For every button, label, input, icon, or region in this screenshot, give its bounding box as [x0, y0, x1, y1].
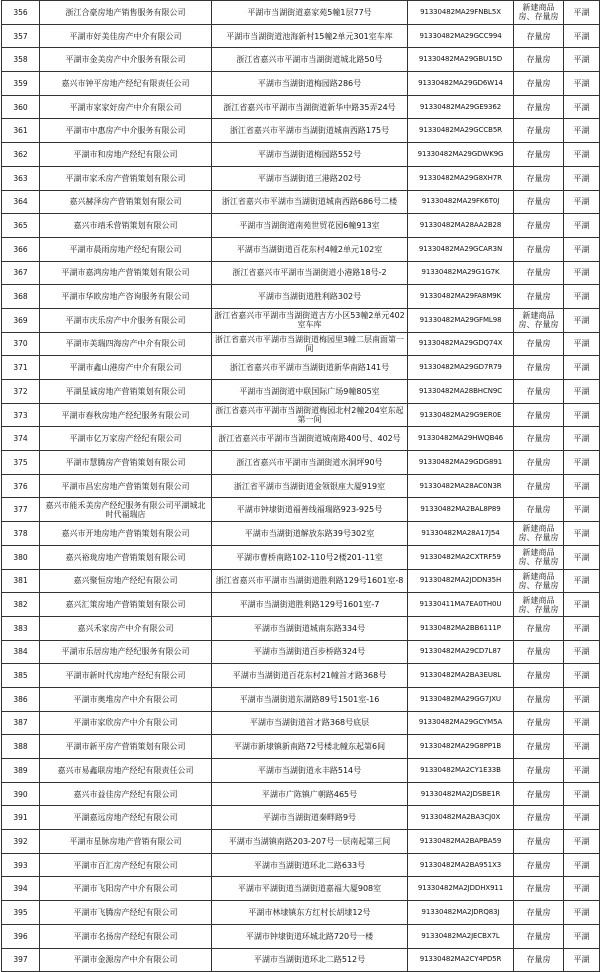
business-type-cell: 存量房	[514, 901, 564, 925]
company-name-cell: 平湖市家欣房产中介有限公司	[40, 711, 212, 735]
area-cell: 平湖	[564, 119, 600, 143]
row-number-cell: 386	[2, 687, 40, 711]
business-type-cell: 存量房	[514, 190, 564, 214]
company-address-cell: 浙江省嘉兴市平湖市当湖街道新华南路141号	[212, 356, 408, 380]
business-type-cell: 存量房	[514, 759, 564, 783]
row-number-cell: 374	[2, 427, 40, 451]
company-name-cell: 嘉兴市钟平房地产经纪有限责任公司	[40, 72, 212, 96]
company-address-cell: 平湖市当湖街道解放东路39号302室	[212, 522, 408, 546]
credit-code-cell: 91330482MA29GFML98	[408, 308, 514, 332]
row-number-cell: 383	[2, 616, 40, 640]
area-cell: 平湖	[564, 853, 600, 877]
area-cell: 平湖	[564, 569, 600, 593]
area-cell: 平湖	[564, 735, 600, 759]
credit-code-cell: 91330482MA2JDSBE1R	[408, 782, 514, 806]
credit-code-cell: 91330482MA28BHCN9C	[408, 380, 514, 404]
business-type-cell: 存量房	[514, 616, 564, 640]
company-name-cell: 平湖市飞腾房产经纪有限公司	[40, 901, 212, 925]
company-address-cell: 平湖市当湖街道中联国际广场9幢805室	[212, 380, 408, 404]
row-number-cell: 388	[2, 735, 40, 759]
business-type-cell: 存量房	[514, 403, 564, 427]
area-cell: 平湖	[564, 877, 600, 901]
table-row	[2, 616, 600, 640]
credit-code-cell: 91330482MA29G8PP1B	[408, 735, 514, 759]
company-name-cell: 嘉兴市益佳房产经纪有限公司	[40, 782, 212, 806]
credit-code-cell: 91330482MA2JDDN35H	[408, 569, 514, 593]
area-cell: 平湖	[564, 759, 600, 783]
area-cell: 平湖	[564, 948, 600, 972]
table-row	[2, 332, 600, 356]
company-address-cell: 平湖市当湖街道梅园路286号	[212, 72, 408, 96]
row-number-cell: 360	[2, 95, 40, 119]
business-type-cell: 存量房	[514, 782, 564, 806]
company-name-cell: 嘉兴市能禾美房产经纪服务有限公司平湖城北时代福瑞店	[40, 498, 212, 522]
business-type-cell: 存量房	[514, 48, 564, 72]
company-address-cell: 平湖市钟埭街道环城北路720号一楼	[212, 924, 408, 948]
credit-code-cell: 91330482MA29GCC994	[408, 24, 514, 48]
company-address-cell: 平湖市曹桥南路102-110号2楼201-11室	[212, 545, 408, 569]
table-row	[2, 143, 600, 167]
business-type-cell: 存量房	[514, 877, 564, 901]
company-address-cell: 平湖市当湖街道三港路202号	[212, 166, 408, 190]
business-type-cell: 存量房	[514, 664, 564, 688]
credit-code-cell: 91330482MA28AA2B28	[408, 214, 514, 238]
company-address-cell: 浙江省平湖市当湖街道金领银座大厦919室	[212, 474, 408, 498]
company-name-cell: 平湖市金源房产中介有限公司	[40, 948, 212, 972]
credit-code-cell: 91330482MA29GCYM5A	[408, 711, 514, 735]
table-row	[2, 640, 600, 664]
business-type-cell: 存量房	[514, 806, 564, 830]
table-row	[2, 72, 600, 96]
row-number-cell: 385	[2, 664, 40, 688]
row-number-cell: 363	[2, 166, 40, 190]
company-address-cell: 平湖市当湖街道胜利路129号1601室-7	[212, 593, 408, 617]
credit-code-cell: 91330482MA29FNBL5X	[408, 1, 514, 25]
credit-code-cell: 91330482MA2CY4PD5R	[408, 948, 514, 972]
row-number-cell: 376	[2, 474, 40, 498]
area-cell: 平湖	[564, 190, 600, 214]
business-type-cell: 存量房	[514, 143, 564, 167]
company-address-cell: 平湖市当湖街道嘉家苑5幢1层77号	[212, 1, 408, 25]
credit-code-cell: 91330482MA2JDDHX911	[408, 877, 514, 901]
company-name-cell: 平湖市晨雨房地产经纪有限公司	[40, 237, 212, 261]
business-type-cell: 存量房	[514, 427, 564, 451]
company-address-cell: 浙江省嘉兴市平湖市当湖街道吉方小区53幢2单元402室车库	[212, 308, 408, 332]
agency-table	[1, 0, 600, 972]
company-name-cell: 平湖市昌宏房地产营销策划有限公司	[40, 474, 212, 498]
area-cell: 平湖	[564, 711, 600, 735]
company-name-cell: 嘉兴裕珑房地产营销策划有限公司	[40, 545, 212, 569]
area-cell: 平湖	[564, 237, 600, 261]
credit-code-cell: 91330482MA2CY1E33B	[408, 759, 514, 783]
area-cell: 平湖	[564, 261, 600, 285]
row-number-cell: 397	[2, 948, 40, 972]
business-type-cell: 存量房	[514, 285, 564, 309]
table-row	[2, 877, 600, 901]
row-number-cell: 391	[2, 806, 40, 830]
table-row	[2, 261, 600, 285]
table-row	[2, 24, 600, 48]
table-row	[2, 664, 600, 688]
company-address-cell: 平湖市当湖街道百花东村4幢2单元102室	[212, 237, 408, 261]
company-name-cell: 平湖市家家好房产中介有限公司	[40, 95, 212, 119]
table-row	[2, 1, 600, 25]
area-cell: 平湖	[564, 474, 600, 498]
business-type-cell: 新建商品房、存量房	[514, 1, 564, 25]
credit-code-cell: 91330482MA29CD7L87	[408, 640, 514, 664]
company-name-cell: 平湖市好美佳房产中介有限公司	[40, 24, 212, 48]
company-address-cell: 浙江省嘉兴市平湖市当湖街道小港路18号-2	[212, 261, 408, 285]
row-number-cell: 395	[2, 901, 40, 925]
company-name-cell: 平湖市华欧房地产咨询服务有限公司	[40, 285, 212, 309]
company-name-cell: 嘉兴禾家房产中介有限公司	[40, 616, 212, 640]
business-type-cell: 新建商品房、存量房	[514, 522, 564, 546]
company-name-cell: 平湖市美瑞四海房产中介有限公司	[40, 332, 212, 356]
company-address-cell: 浙江省嘉兴市平湖市当湖街道梅园北村2幢204室东起第一间	[212, 403, 408, 427]
area-cell: 平湖	[564, 901, 600, 925]
row-number-cell: 357	[2, 24, 40, 48]
area-cell: 平湖	[564, 403, 600, 427]
area-cell: 平湖	[564, 143, 600, 167]
credit-code-cell: 91330482MA29FK6T0J	[408, 190, 514, 214]
area-cell: 平湖	[564, 72, 600, 96]
business-type-cell: 存量房	[514, 924, 564, 948]
company-name-cell: 平湖市金美房产中介服务有限公司	[40, 48, 212, 72]
company-address-cell: 平湖市钟埭街道福善线福瑞路923-925号	[212, 498, 408, 522]
table-row	[2, 522, 600, 546]
row-number-cell: 373	[2, 403, 40, 427]
table-row	[2, 830, 600, 854]
credit-code-cell: 91330482MA2BAPBA59	[408, 830, 514, 854]
business-type-cell: 存量房	[514, 474, 564, 498]
table-row	[2, 190, 600, 214]
row-number-cell: 378	[2, 522, 40, 546]
table-row	[2, 901, 600, 925]
company-address-cell: 浙江省嘉兴市平湖市当湖街道城南西路686号二楼	[212, 190, 408, 214]
credit-code-cell: 91330482MA29G8XH7R	[408, 166, 514, 190]
row-number-cell: 359	[2, 72, 40, 96]
row-number-cell: 377	[2, 498, 40, 522]
credit-code-cell: 91330482MA2JDRQ83J	[408, 901, 514, 925]
company-address-cell: 平湖市新埭镇新南路72号楼北幢东起第6间	[212, 735, 408, 759]
business-type-cell: 存量房	[514, 95, 564, 119]
table-row	[2, 380, 600, 404]
business-type-cell: 存量房	[514, 214, 564, 238]
business-type-cell: 存量房	[514, 237, 564, 261]
row-number-cell: 389	[2, 759, 40, 783]
business-type-cell: 存量房	[514, 640, 564, 664]
table-row	[2, 403, 600, 427]
table-row	[2, 593, 600, 617]
area-cell: 平湖	[564, 593, 600, 617]
row-number-cell: 381	[2, 569, 40, 593]
row-number-cell: 375	[2, 451, 40, 475]
business-type-cell: 存量房	[514, 451, 564, 475]
business-type-cell: 存量房	[514, 498, 564, 522]
credit-code-cell: 91330482MA29GCCB5R	[408, 119, 514, 143]
row-number-cell: 358	[2, 48, 40, 72]
row-number-cell: 361	[2, 119, 40, 143]
credit-code-cell: 91330482MA29GDQ74X	[408, 332, 514, 356]
area-cell: 平湖	[564, 95, 600, 119]
row-number-cell: 367	[2, 261, 40, 285]
business-type-cell: 存量房	[514, 735, 564, 759]
agency-table-body	[2, 1, 600, 972]
row-number-cell: 372	[2, 380, 40, 404]
company-address-cell: 浙江省嘉兴市平湖市当湖街道水洞坪90号	[212, 451, 408, 475]
business-type-cell: 存量房	[514, 380, 564, 404]
company-address-cell: 平湖市当湖街道百花东村21幢首才路368号	[212, 664, 408, 688]
company-name-cell: 平湖市庆乐房产中介服务有限公司	[40, 308, 212, 332]
area-cell: 平湖	[564, 380, 600, 404]
business-type-cell: 存量房	[514, 830, 564, 854]
area-cell: 平湖	[564, 687, 600, 711]
business-type-cell: 存量房	[514, 853, 564, 877]
company-name-cell: 嘉兴赫泽房产营销策划有限公司	[40, 190, 212, 214]
row-number-cell: 393	[2, 853, 40, 877]
company-name-cell: 平湖市亿万家房产经纪有限公司	[40, 427, 212, 451]
company-address-cell: 平湖市林埭镇东方红村长胡埭12号	[212, 901, 408, 925]
area-cell: 平湖	[564, 214, 600, 238]
table-row	[2, 214, 600, 238]
business-type-cell: 存量房	[514, 356, 564, 380]
area-cell: 平湖	[564, 24, 600, 48]
credit-code-cell: 91330482MA29GDWK9G	[408, 143, 514, 167]
company-name-cell: 平湖市和房地产经纪有限公司	[40, 143, 212, 167]
row-number-cell: 392	[2, 830, 40, 854]
row-number-cell: 368	[2, 285, 40, 309]
company-address-cell: 浙江省嘉兴市平湖市当湖街道梅园里3幢二层南面第一间	[212, 332, 408, 356]
credit-code-cell: 91330482MA2BAL8P89	[408, 498, 514, 522]
table-row	[2, 166, 600, 190]
credit-code-cell: 91330482MA29G1G7K	[408, 261, 514, 285]
credit-code-cell: 91330482MA28A17J54	[408, 522, 514, 546]
company-name-cell: 嘉兴市开地房地产营销策划有限公司	[40, 522, 212, 546]
table-row	[2, 782, 600, 806]
business-type-cell: 存量房	[514, 948, 564, 972]
area-cell: 平湖	[564, 782, 600, 806]
company-name-cell: 平湖市名扬房产经纪有限公司	[40, 924, 212, 948]
credit-code-cell: 91330482MA29G9ER0E	[408, 403, 514, 427]
table-row	[2, 48, 600, 72]
row-number-cell: 371	[2, 356, 40, 380]
company-name-cell: 平湖嘉远房地产经纪有限公司	[40, 806, 212, 830]
credit-code-cell: 91330482MA2CXTRF59	[408, 545, 514, 569]
table-row	[2, 806, 600, 830]
company-address-cell: 平湖市广陈镇广朝路465号	[212, 782, 408, 806]
company-address-cell: 平湖市当湖街道秦畔路9号	[212, 806, 408, 830]
row-number-cell: 380	[2, 545, 40, 569]
credit-code-cell: 91330482MA29GG7JXU	[408, 687, 514, 711]
table-row	[2, 427, 600, 451]
table-row	[2, 687, 600, 711]
company-address-cell: 浙江省嘉兴市平湖市当湖街道城南路400号、402号	[212, 427, 408, 451]
business-type-cell: 新建商品房、存量房	[514, 545, 564, 569]
credit-code-cell: 91330482MA2BA951X3	[408, 853, 514, 877]
business-type-cell: 新建商品房、存量房	[514, 593, 564, 617]
company-name-cell: 平湖市乐居房地产经纪服务有限公司	[40, 640, 212, 664]
table-row	[2, 498, 600, 522]
table-row	[2, 735, 600, 759]
area-cell: 平湖	[564, 498, 600, 522]
area-cell: 平湖	[564, 285, 600, 309]
company-name-cell: 平湖市鑫山港房产中介有限公司	[40, 356, 212, 380]
company-address-cell: 平湖市当湖街道梅园路552号	[212, 143, 408, 167]
company-name-cell: 平湖市星脉房地产营销有限公司	[40, 830, 212, 854]
company-name-cell: 嘉兴聚恒房地产经纪有限公司	[40, 569, 212, 593]
table-row	[2, 924, 600, 948]
company-address-cell: 平湖市当湖街道南苑世贸花园6幢913室	[212, 214, 408, 238]
area-cell: 平湖	[564, 616, 600, 640]
company-address-cell: 平湖市当湖街道胜利路302号	[212, 285, 408, 309]
area-cell: 平湖	[564, 924, 600, 948]
area-cell: 平湖	[564, 806, 600, 830]
area-cell: 平湖	[564, 545, 600, 569]
row-number-cell: 382	[2, 593, 40, 617]
company-name-cell: 嘉兴汇策房地产营销策划有限公司	[40, 593, 212, 617]
credit-code-cell: 91330482MA29GBU15D	[408, 48, 514, 72]
business-type-cell: 存量房	[514, 261, 564, 285]
company-name-cell: 浙江合豪房地产销售服务有限公司	[40, 1, 212, 25]
area-cell: 平湖	[564, 664, 600, 688]
company-address-cell: 浙江省嘉兴市平湖市当湖街道城北路50号	[212, 48, 408, 72]
credit-code-cell: 91330482MA2BA3EU8L	[408, 664, 514, 688]
row-number-cell: 396	[2, 924, 40, 948]
table-row	[2, 95, 600, 119]
table-row	[2, 569, 600, 593]
row-number-cell: 394	[2, 877, 40, 901]
table-row	[2, 119, 600, 143]
table-row	[2, 474, 600, 498]
business-type-cell: 存量房	[514, 24, 564, 48]
company-address-cell: 平湖市当湖街道环北二路633号	[212, 853, 408, 877]
credit-code-cell: 91330482MA28AC0N3R	[408, 474, 514, 498]
area-cell: 平湖	[564, 166, 600, 190]
company-name-cell: 嘉兴市靖禾营销策划有限公司	[40, 214, 212, 238]
company-name-cell: 平湖市家禾房产营销策划有限公司	[40, 166, 212, 190]
row-number-cell: 365	[2, 214, 40, 238]
row-number-cell: 387	[2, 711, 40, 735]
business-type-cell: 存量房	[514, 332, 564, 356]
row-number-cell: 362	[2, 143, 40, 167]
credit-code-cell: 91330482MA29HWQB46	[408, 427, 514, 451]
company-name-cell: 平湖市新平房产营销策划有限公司	[40, 735, 212, 759]
area-cell: 平湖	[564, 640, 600, 664]
row-number-cell: 370	[2, 332, 40, 356]
company-address-cell: 平湖市当湖街道首才路368号底层	[212, 711, 408, 735]
table-row	[2, 853, 600, 877]
company-name-cell: 平湖市新时代房地产经纪有限公司	[40, 664, 212, 688]
area-cell: 平湖	[564, 308, 600, 332]
credit-code-cell: 91330482MA29FA8M9K	[408, 285, 514, 309]
area-cell: 平湖	[564, 48, 600, 72]
company-address-cell: 浙江省嘉兴市平湖市当湖街道城南西路175号	[212, 119, 408, 143]
credit-code-cell: 91330482MA29GE9362	[408, 95, 514, 119]
company-address-cell: 平湖市当湖街道池海新村15幢2单元301室车库	[212, 24, 408, 48]
credit-code-cell: 91330482MA2BA3CJ0X	[408, 806, 514, 830]
area-cell: 平湖	[564, 332, 600, 356]
credit-code-cell: 91330482MA2BB6111P	[408, 616, 514, 640]
company-name-cell: 嘉兴市易鑫联房地产经纪有限责任公司	[40, 759, 212, 783]
company-address-cell: 平湖市当湖街道永丰路514号	[212, 759, 408, 783]
business-type-cell: 存量房	[514, 687, 564, 711]
table-row	[2, 711, 600, 735]
company-address-cell: 平湖市当湖街道东湖路89号1501室-16	[212, 687, 408, 711]
company-address-cell: 平湖市平湖街道当湖街道嘉福大厦908室	[212, 877, 408, 901]
table-row	[2, 451, 600, 475]
company-address-cell: 平湖市当湖街道环北二路512号	[212, 948, 408, 972]
company-name-cell: 平湖市中惠房产中介服务有限公司	[40, 119, 212, 143]
company-address-cell: 浙江省嘉兴市平湖市当湖街道新华中路35弄24号	[212, 95, 408, 119]
table-row	[2, 356, 600, 380]
row-number-cell: 366	[2, 237, 40, 261]
area-cell: 平湖	[564, 356, 600, 380]
business-type-cell: 新建商品房、存量房	[514, 569, 564, 593]
business-type-cell: 存量房	[514, 119, 564, 143]
business-type-cell: 存量房	[514, 711, 564, 735]
credit-code-cell: 91330482MA29GD6W14	[408, 72, 514, 96]
company-name-cell: 平湖市飞阳房产中介有限公司	[40, 877, 212, 901]
row-number-cell: 356	[2, 1, 40, 25]
row-number-cell: 369	[2, 308, 40, 332]
area-cell: 平湖	[564, 451, 600, 475]
company-address-cell: 平湖市当湖镇南路203-207号一层南起第三间	[212, 830, 408, 854]
area-cell: 平湖	[564, 830, 600, 854]
company-address-cell: 平湖市当湖街道百步桥路324号	[212, 640, 408, 664]
credit-code-cell: 91330482MA29GCAR3N	[408, 237, 514, 261]
company-address-cell: 浙江省嘉兴市平湖市当湖街道胜利路129号1601室-8	[212, 569, 408, 593]
table-row	[2, 237, 600, 261]
company-name-cell: 平湖市慧腾房产营销策划有限公司	[40, 451, 212, 475]
area-cell: 平湖	[564, 522, 600, 546]
credit-code-cell: 91330482MA29GD7R79	[408, 356, 514, 380]
credit-code-cell: 91330482MA2JECBX7L	[408, 924, 514, 948]
business-type-cell: 新建商品房、存量房	[514, 308, 564, 332]
table-row	[2, 759, 600, 783]
company-address-cell: 平湖市当湖街道城南东路334号	[212, 616, 408, 640]
credit-code-cell: 91330482MA29GDG891	[408, 451, 514, 475]
company-name-cell: 平湖星诚房地产营销策划有限公司	[40, 380, 212, 404]
area-cell: 平湖	[564, 1, 600, 25]
row-number-cell: 384	[2, 640, 40, 664]
business-type-cell: 存量房	[514, 72, 564, 96]
company-name-cell: 平湖市嘉鸿房地产营销策划有限公司	[40, 261, 212, 285]
company-name-cell: 平湖市百汇房产经纪有限公司	[40, 853, 212, 877]
row-number-cell: 390	[2, 782, 40, 806]
table-row	[2, 308, 600, 332]
business-type-cell: 存量房	[514, 166, 564, 190]
area-cell: 平湖	[564, 427, 600, 451]
company-name-cell: 平湖市奥堆房产中介有限公司	[40, 687, 212, 711]
row-number-cell: 364	[2, 190, 40, 214]
table-row	[2, 545, 600, 569]
company-name-cell: 平湖市春秋房地产经纪服务有限公司	[40, 403, 212, 427]
table-row	[2, 285, 600, 309]
credit-code-cell: 91330411MA7EA0TH0U	[408, 593, 514, 617]
